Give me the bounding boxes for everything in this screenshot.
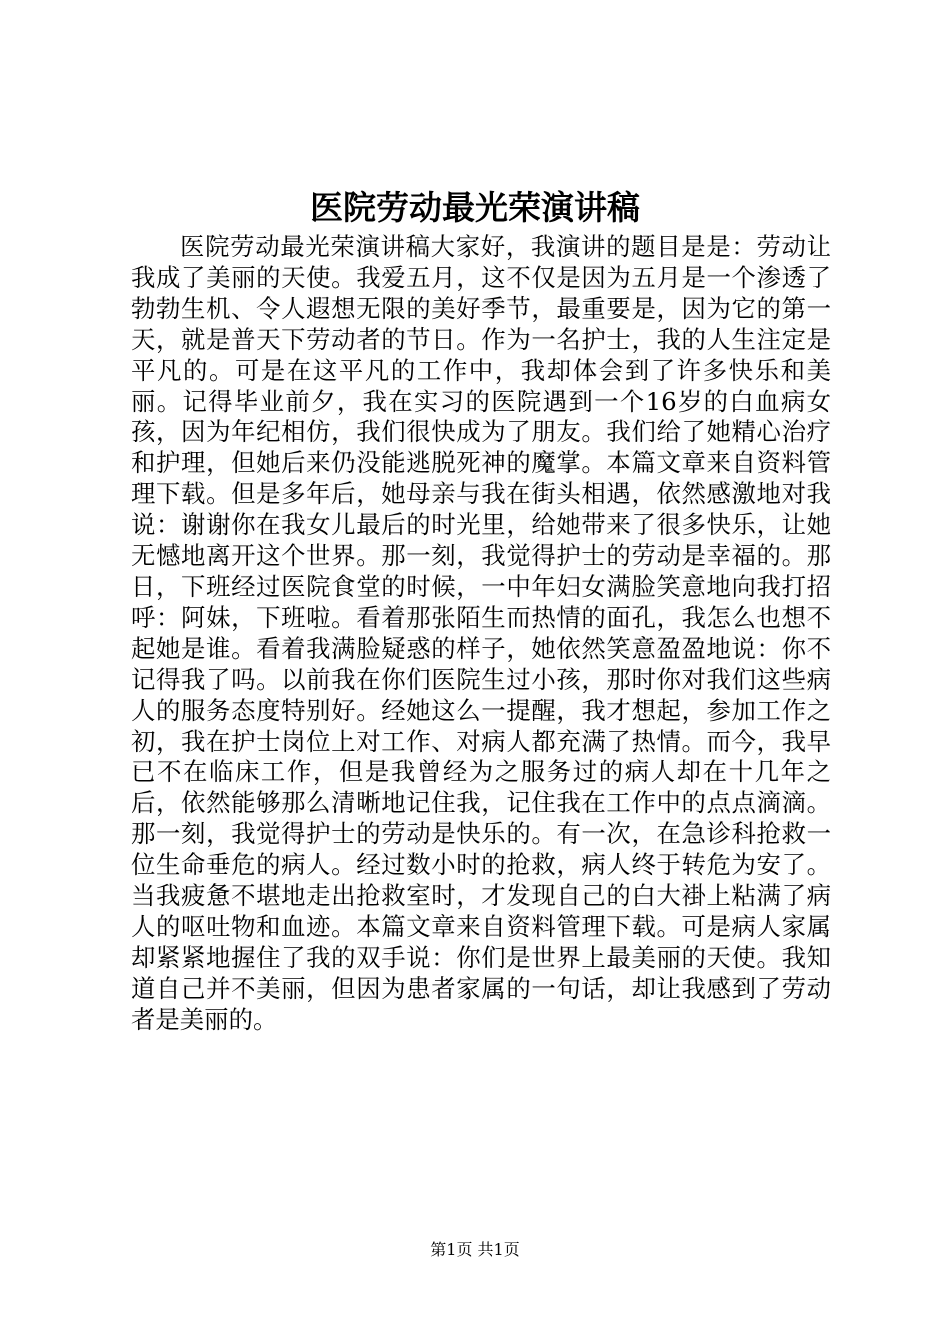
document-title: 医院劳动最光荣演讲稿 [310,188,640,227]
page-number-footer: 第1页 共1页 [430,1240,520,1259]
speech-body-paragraph: 医院劳动最光荣演讲稿大家好，我演讲的题目是是：劳动让我成了美丽的天使。我爱五月，这不仅是因为五月是一个渗透了勃勃生机、令人遐想无限的美好季节，最重要是，因为它的第一天，就是普天下劳动者的节日。作为一名护士，我的人生注定是平凡的。可是在这平凡的工作中，我却体会到了许多快乐和美丽。记得毕业前夕，我在实习的医院遇到一个16岁的白血病女孩，因为年纪相仿，我们很快成为了朋友。我们给了她精心治疗和护理，但她后来仍没能逃脱死神的魔掌。本篇文章来自资料管理下载。但是多年后，她母亲与我在街头相遇，依然感激地对我说：谢谢你在我女儿最后的时光里，给她带来了很多快乐，让她无憾地离开这个世界。那一刻，我觉得护士的劳动是幸福的。那日，下班经过医院食堂的时候，一中年妇女满脸笑意地向我打招呼：阿妹，下班啦。看着那张陌生而热情的面孔，我怎么也想不起她是谁。看着我满脸疑惑的样子，她依然笑意盈盈地说：你不记得我了吗。以前我在你们医院生过小孩，那时你对我们这些病人的服务态度特别好。经她这么一提醒，我才想起，参加工作之初，我在护士岗位上对工作、对病人都充满了热情。而今，我早已不在临床工作，但是我曾经为之服务过的病人却在十几年之后，依然能够那么清晰地记住我，记住我在工作中的点点滴滴。那一刻，我觉得护士的劳动是快乐的。有一次，在急诊科抢救一位生命垂危的病人。经过数小时的抢救，病人终于转危为安了。当我疲惫不堪地走出抢救室时，才发现自己的白大褂上粘满了病人的呕吐物和血迹。本篇文章来自资料管理下载。可是病人家属却紧紧地握住了我的双手说：你们是世界上最美丽的天使。我知道自己并不美丽，但因为患者家属的一句话，却让我感到了劳动者是美丽的。 [131,232,831,1034]
